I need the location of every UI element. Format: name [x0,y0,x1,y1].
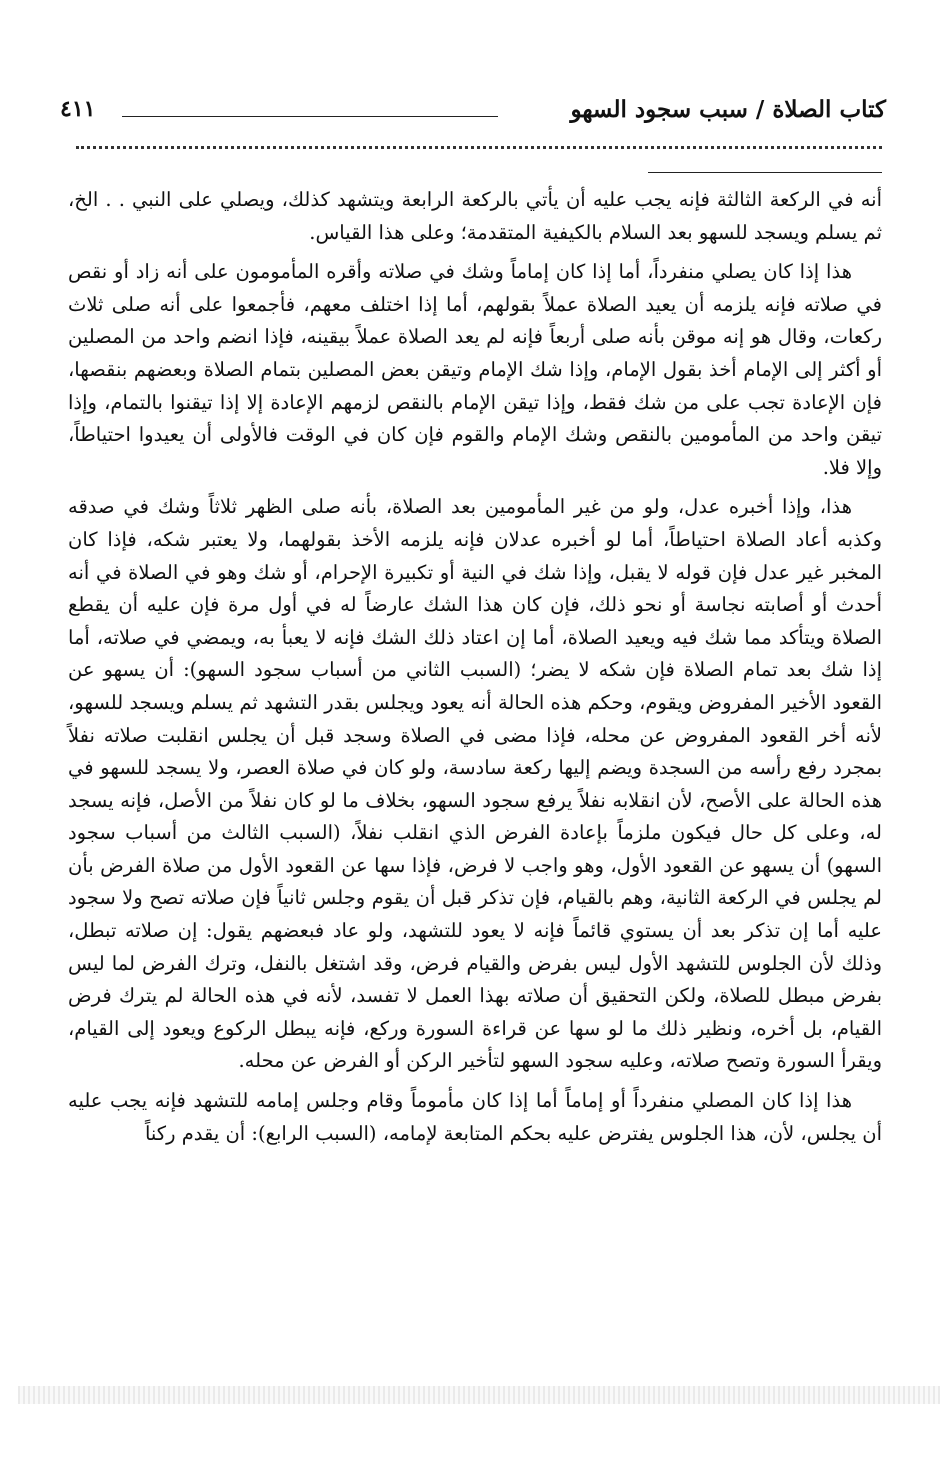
paragraph-1: أنه في الركعة الثالثة فإنه يجب عليه أن يأتي بالركعة الرابعة ويتشهد كذلك، ويصلي على النبي . . الخ، ثم يسلم ويسجد للسهو بعد السلام بالكيفية المتقدمة؛ وعلى هذا القياس. [68,188,882,244]
header-rule [122,116,498,117]
main-text [68,184,882,1157]
page-number: ٤١١ [60,96,96,122]
paragraph-2: هذا إذا كان يصلي منفرداً، أما إذا كان إماماً وشك في صلاته وأقره المأمومون على أنه زاد أو نقص في صلاته فإنه يلزمه أن يعيد الصلاة عملاً بقولهم، أما إذا اختلف معهم، فأجمعوا على أنه صلى ثلاث ركعات، وقال هو إنه موقن بأنه صلى أربعاً فإنه لم يعد الصلاة عملاً بيقينه، فإذا انضم واحد من المصلين أو أكثر إلى الإمام أخذ بقول الإمام، وإذا شك الإمام وتيقن بعض المصلين بتمام الصلاة وبعضهم بنقصها، فإن الإعادة تجب على من شك فقط، وإذا تيقن الإمام بالنقص لزمهم الإعادة إلا إذا تيقنوا بالتمام، وإذا تيقن واحد من المأمومين بالنقص وشك الإمام والقوم فإن كان في الوقت فالأولى أن يعيدوا احتياطاً، وإلا فلا. [68,260,882,479]
short-divider [648,172,882,173]
running-title: كتاب الصلاة / سبب سجود السهو [570,96,886,123]
dotted-divider [76,146,882,149]
paragraph-3: هذا، وإذا أخبره عدل، ولو من غير المأمومين بعد الصلاة، بأنه صلى الظهر ثلاثاً وشك في صدقه وكذبه أعاد الصلاة احتياطاً، أما لو أخبره عدلان فإنه يلزمه الأخذ بقولهما، ولا يعتبر شكه، فإذا كان المخبر غير عدل فإن قوله لا يقبل، وإذا شك في النية أو تكبيرة الإحرام، أو شك وهو في الصلاة في أنه أحدث أو أصابته نجاسة أو نحو ذلك، فإن كان هذا الشك عارضاً له في أول مرة فإن عليه أن يقطع الصلاة ويتأكد مما شك فيه ويعيد الصلاة، أما إن اعتاد ذلك الشك فإنه لا يعبأ به، ويمضي في صلاته، أما إذا شك بعد تمام الصلاة فإن شكه لا يضر؛ (السبب الثاني من أسباب سجود السهو): أن يسهو عن القعود الأخير المفروض ويقوم، وحكم هذه الحالة أنه يعود ويجلس بقدر التشهد ثم يسلم ويسجد للسهو، لأنه أخر القعود المفروض عن محله، فإذا مضى في الصلاة وسجد قبل أن يجلس انقلبت صلاته نفلاً بمجرد رفع رأسه من السجدة ويضم إليها ركعة سادسة، ولو كان في صلاة العصر، ولا يسجد للسهو في هذه الحالة على الأصح، لأن انقلابه نفلاً يرفع سجود السهو، بخلاف ما لو كان نفلاً من الأصل، فإنه يسجد له، وعلى كل حال فيكون ملزماً بإعادة الفرض الذي انقلب نفلاً، (السبب الثالث من أسباب سجود السهو) أن يسهو عن القعود الأول، وهو واجب لا فرض، فإذا سها عن القعود الأول من صلاة الفرض بأن لم يجلس في الركعة الثانية، وهم بالقيام، فإن تذكر قبل أن يقوم وجلس ثانياً فإن صلاته تصح ولا سجود عليه أما إن تذكر بعد أن يستوي قائماً فإنه لا يعود للتشهد، ولو عاد فبعضهم يقول: إن صلاته تبطل، وذلك لأن الجلوس للتشهد الأول ليس بفرض والقيام فرض، وقد اشتغل بالنفل، وترك الفرض لما ليس بفرض مبطل للصلاة، ولكن التحقيق أن صلاته بهذا العمل لا تفسد، لأنه في هذه الحالة لم يترك فرض القيام، بل أخره، ونظير ذلك ما لو سها عن قراءة السورة وركع، فإنه يبطل الركوع ويعود إلى القيام، ويقرأ السورة وتصح صلاته، وعليه سجود السهو لتأخير الركن أو الفرض عن محله. [68,495,882,1073]
scan-noise-strip [18,1386,940,1404]
page-header [60,96,886,136]
paragraph-4: هذا إذا كان المصلي منفرداً أو إماماً أما إذا كان مأموماً وقام وجلس إمامه للتشهد فإنه يجب عليه أن يجلس، لأن، هذا الجلوس يفترض عليه بحكم المتابعة لإمامه، (السبب الرابع): أن يقدم ركناً [68,1089,882,1145]
